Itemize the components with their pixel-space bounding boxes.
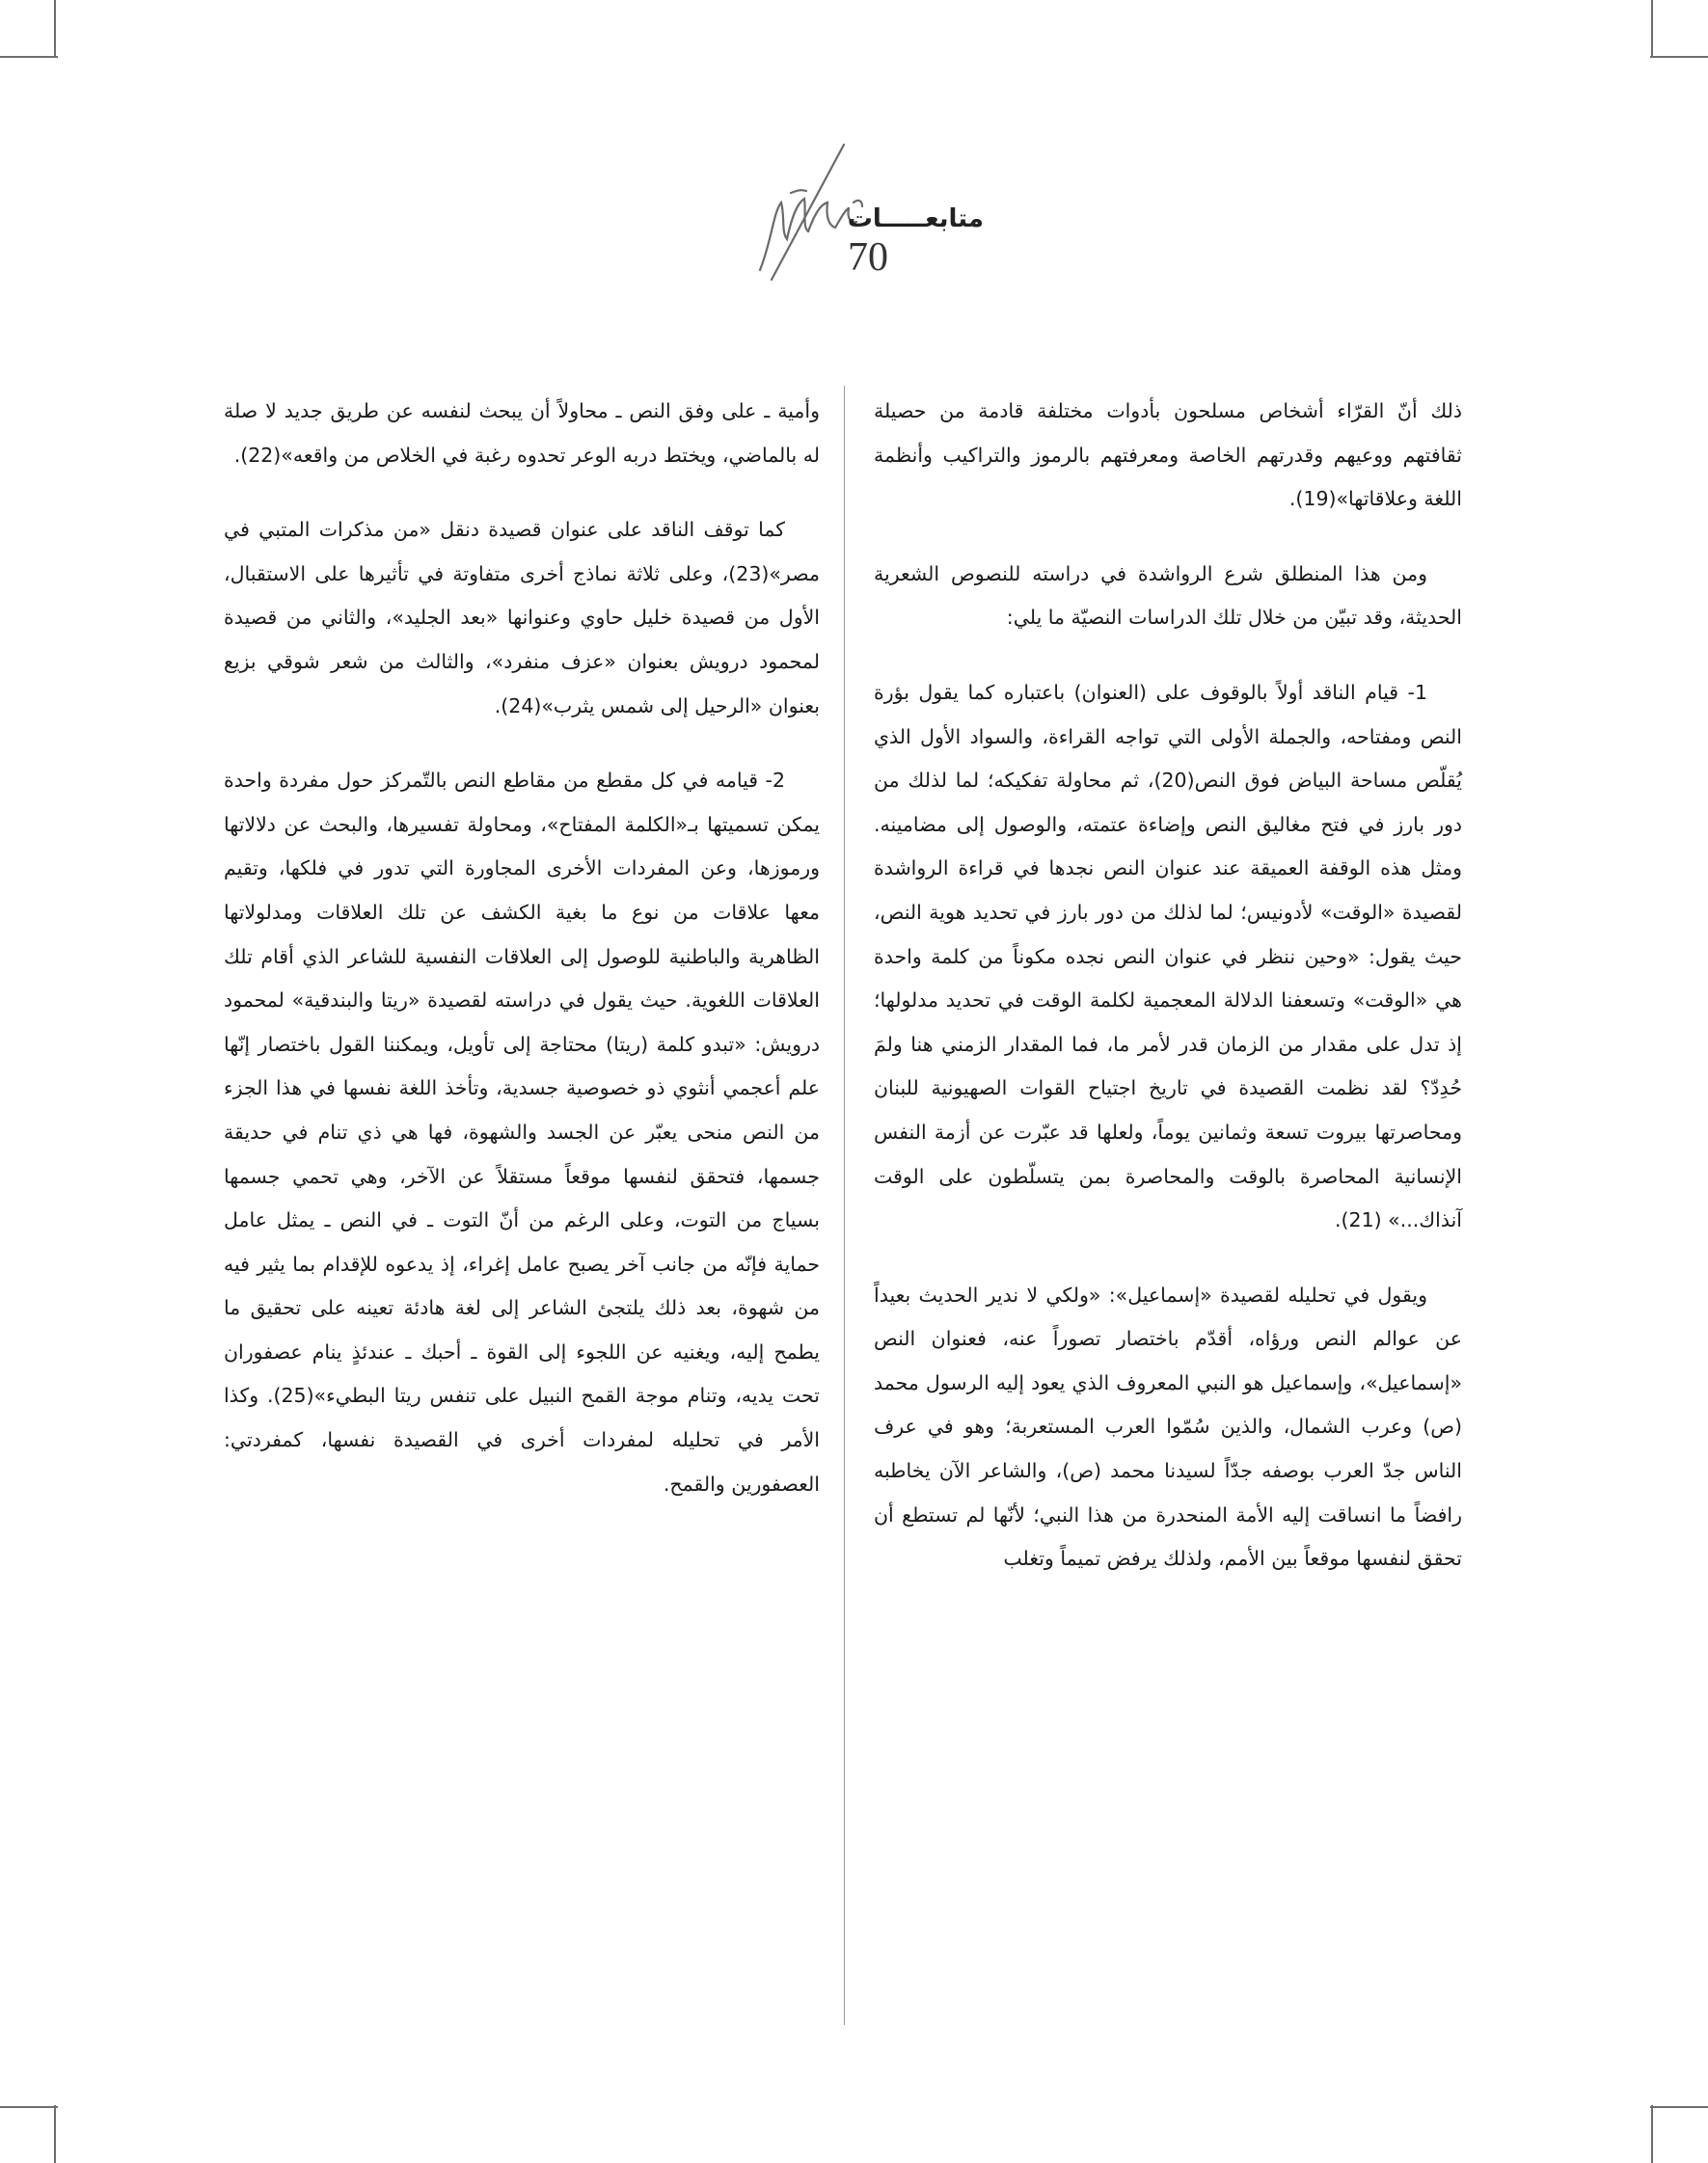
crop-mark-bottom-left-horizontal	[0, 2106, 58, 2108]
paragraph: ويقول في تحليله لقصيدة «إسماعيل»: «ولكي لا ندير الحديث بعيداً عن عوالم النص ورؤاه، أقدّم باختصار تصوراً عنه، فعنوان النص «إسماعيل»، وإسماعيل هو النبي المعروف الذي يعود إليه الرسول محمد (ص) وعرب الشمال، والذين سُمّوا العرب المستعربة؛ وهو في عرف الناس جدّ العرب بوصفه جدّاً لسيدنا محمد (ص)، والشاعر الآن يخاطبه رافضاً ما انساقت إليه الأمة المنحدرة من هذا النبي؛ لأنّها لم تستطع أن تحقق لنفسها موقعاً بين الأمم، ولذلك يرفض تميماً وتغلب	[874, 1283, 1462, 1571]
section-label: متابعـــــات	[847, 204, 984, 233]
paragraph: ذلك أنّ القرّاء أشخاص مسلحون بأدوات مختلفة قادمة من حصيلة ثقافتهم ووعيهم وقدرتهم الخاصة ومعرفتهم بالرموز والتراكيب وأنظمة اللغة وعلاقاتها»(19).	[874, 399, 1462, 511]
crop-mark-bottom-left-vertical	[54, 2105, 56, 2163]
text-column-right	[874, 390, 1462, 1612]
page-number: 70	[848, 235, 888, 280]
page-header	[752, 135, 984, 289]
crop-mark-bottom-right-vertical	[1651, 2105, 1653, 2163]
crop-mark-top-left-vertical	[54, 0, 56, 58]
crop-mark-top-right-horizontal	[1650, 56, 1708, 58]
crop-mark-top-left-horizontal	[0, 56, 58, 58]
paragraph: 1- قيام الناقد أولاً بالوقوف على (العنوان) باعتباره كما يقول بؤرة النص ومفتاحه، والجملة الأولى التي تواجه القراءة، والسواد الأول الذي يُقلّص مساحة البياض فوق النص(20)، ثم محاولة تفكيكه؛ لما لذلك من دور بارز في فتح مغاليق النص وإضاءة عتمته، والوصول إلى مضامينه. ومثل هذه الوقفة العميقة عند عنوان النص نجدها في قراءة الرواشدة لقصيدة «الوقت» لأدونيس؛ لما لذلك من دور بارز في تحديد هوية النص، حيث يقول: «وحين ننظر في عنوان النص نجده مكوناً من كلمة واحدة هي «الوقت» وتسعفنا الدلالة المعجمية لكلمة الوقت في تحديد مدلولها؛ إذ تدل على مقدار من الزمان قدر لأمر ما، فما المقدار الزمني هنا ولمَ حُدِدّ؟ لقد نظمت القصيدة في تاريخ اجتياح القوات الصهيونية للبنان ومحاصرتها بيروت تسعة وثمانين يوماً، ولعلها قد عبّرت عن أزمة النفس الإنسانية المحاصرة بالوقت والمحاصرة بمن يتسلّطون على الوقت آنذاك...» (21).	[874, 680, 1462, 1232]
paragraph: ومن هذا المنطلق شرع الرواشدة في دراسته للنصوص الشعرية الحديثة، وقد تبيّن من خلال تلك الدراسات النصيّة ما يلي:	[874, 561, 1462, 630]
paragraph: وأمية ـ على وفق النص ـ محاولاً أن يبحث لنفسه عن طريق جديد لا صلة له بالماضي، ويختط دربه الوعر تحدوه رغبة في الخلاص من واقعه»(22).	[224, 399, 820, 467]
column-divider	[844, 386, 845, 2025]
crop-mark-top-right-vertical	[1651, 0, 1653, 58]
crop-mark-bottom-right-horizontal	[1650, 2106, 1708, 2108]
text-column-left	[224, 390, 820, 1537]
paragraph: كما توقف الناقد على عنوان قصيدة دنقل «من مذكرات المتبي في مصر»(23)، وعلى ثلاثة نماذج أخرى متفاوتة في تأثيرها على الاستقبال، الأول من قصيدة خليل حاوي وعنوانها «بعد الجليد»، والثاني من قصيدة لمحمود درويش بعنوان «عزف منفرد»، والثالث من شعر شوقي بزيع بعنوان «الرحيل إلى شمس يثرب»(24).	[224, 518, 820, 717]
paragraph: 2- قيامه في كل مقطع من مقاطع النص بالتّمركز حول مفردة واحدة يمكن تسميتها بـ«الكلمة المفتاح»، ومحاولة تفسيرها، والبحث عن دلالاتها ورموزها، وعن المفردات الأخرى المجاورة التي تدور في فلكها، وتقيم معها علاقات من نوع ما بغية الكشف عن تلك العلاقات ومدلولاتها الظاهرية والباطنية للوصول إلى العلاقات النفسية للشاعر الذي أقام تلك العلاقات اللغوية. حيث يقول في دراسته لقصيدة «ريتا والبندقية» لمحمود درويش: «تبدو كلمة (ريتا) محتاجة إلى تأويل، ويمكننا القول باختصار إنّها علم أعجمي أنثوي ذو خصوصية جسدية، وتأخذ اللغة نفسها في هذا الجزء من النص منحى يعبّر عن الجسد والشهوة، فها هي ذي تنام في حديقة جسمها، فتحقق لنفسها موقعاً مستقلاً عن الآخر، وهي تحمي جسمها بسياج من التوت، وعلى الرغم من أنّ التوت ـ في النص ـ يمثل عامل حماية فإنّه من جانب آخر يصبح عامل إغراء، إذ يدعوه للإقدام بما يثير فيه من شهوة، بعد ذلك يلتجئ الشاعر إلى لغة هادئة تعينه على تحقيق ما يطمح إليه، ويغنيه عن اللجوء إلى القوة ـ أحبك ـ عندئذٍ ينام عصفوران تحت يديه، وتنام موجة القمح النبيل على تنفس ريتا البطيء»(25). وكذا الأمر في تحليله لمفردات أخرى في القصيدة نفسها، كمفردتي: العصفورين والقمح.	[224, 769, 820, 1496]
